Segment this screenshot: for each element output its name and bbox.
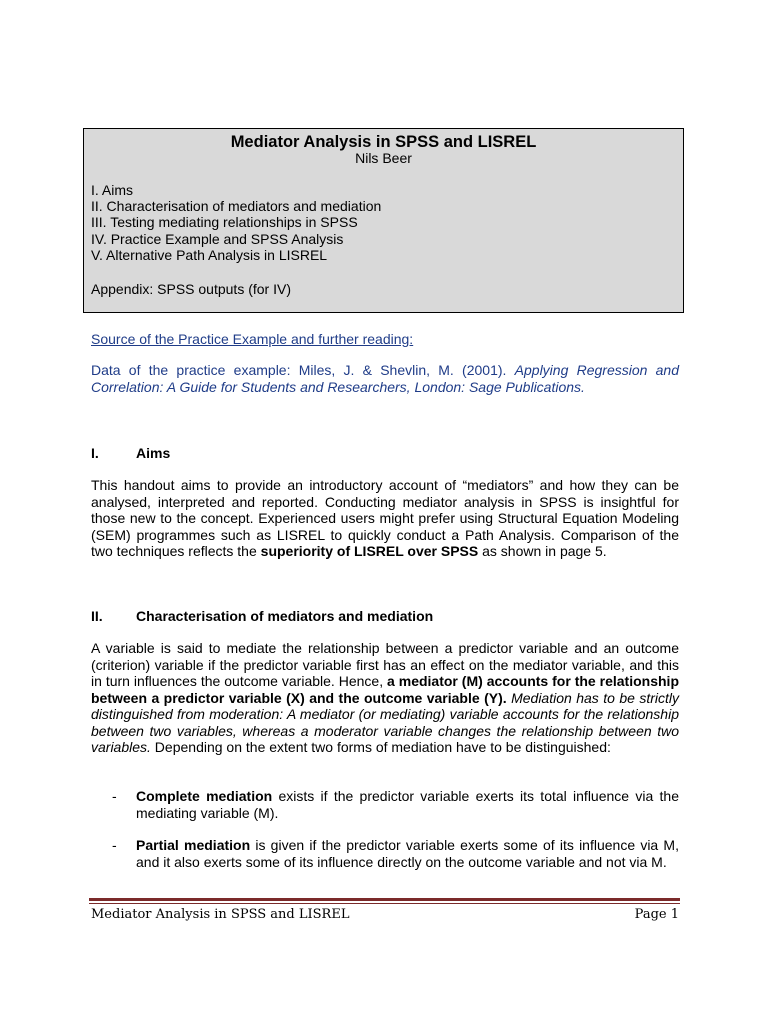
bullet-description: is given if the predictor variable exerts some of its influence via M, and it also exerts some of its influence directly on the outcome variable and not via M.	[136, 837, 679, 870]
section-title: Aims	[136, 445, 171, 461]
footer-divider	[89, 898, 680, 901]
section-heading-aims	[91, 445, 170, 462]
toc-item: I. Aims	[91, 182, 134, 198]
bullet-term: Partial mediation	[136, 837, 251, 853]
author-name: Nils Beer	[355, 150, 412, 166]
footer-title: Mediator Analysis in SPSS and LISREL	[91, 907, 350, 922]
toc-item: II. Characterisation of mediators and mediation	[91, 198, 382, 215]
source-heading: Source of the Practice Example and further reading:	[91, 331, 414, 347]
toc-item: V. Alternative Path Analysis in LISREL	[91, 246, 328, 263]
bullet-description: exists if the predictor variable exerts its total influence via the mediating variable (M).	[136, 788, 679, 821]
bullet-dash: -	[112, 837, 117, 853]
footer-divider-thin	[89, 903, 680, 904]
section-number: I.	[91, 445, 99, 461]
toc-item: IV. Practice Example and SPSS Analysis	[91, 230, 344, 247]
characterisation-paragraph	[91, 640, 679, 756]
paragraph-text: This handout aims to provide an introductory account of “mediators” and how they can be analysed, interpreted and reported. Conducting mediator analysis in SPSS is insightful for those new to the concept. Experienced users might prefer using Structural Equation Modeling (SEM) programmes such as LISREL to quickly conduct a Path Analysis. Comparison of the two techniques reflects the	[91, 477, 679, 559]
bullet-term: Complete mediation	[136, 788, 273, 804]
aims-paragraph	[91, 477, 679, 560]
citation-prefix: Data of the practice example: Miles, J. & Shevlin, M. (2001).	[91, 362, 515, 378]
paragraph-text: as shown in page 5.	[478, 543, 607, 559]
table-of-contents	[91, 182, 381, 263]
paragraph-text: Depending on the extent two forms of mediation have to be distinguished:	[150, 739, 611, 755]
section-heading-characterisation	[91, 608, 433, 625]
page-number: Page 1	[634, 907, 679, 922]
toc-item: III. Testing mediating relationships in SPSS	[91, 214, 358, 231]
bullet-dash: -	[112, 788, 117, 804]
appendix-note: Appendix: SPSS outputs (for IV)	[91, 281, 291, 297]
paragraph-text: A variable is said to mediate the relationship between a predictor variable and an outcome (criterion) variable if the predictor variable first has an effect on the mediator variable, and this in turn influences the outcome variable. Hence,	[91, 640, 679, 689]
bullet-text	[136, 837, 679, 870]
italic-text: Mediation has to be strictly distinguished from moderation: A mediator (or mediating) variable accounts for the relationship between two variables, whereas a moderator variable changes the relationship between two variables.	[91, 689, 679, 755]
bullet-text	[136, 788, 679, 821]
emphasis-text: a mediator (M) accounts for the relationship between a predictor variable (X) and the outcome variable (Y).	[91, 673, 679, 706]
emphasis-text: superiority of LISREL over SPSS	[260, 543, 479, 559]
document-title: Mediator Analysis in SPSS and LISREL	[230, 133, 537, 151]
section-number: II.	[91, 608, 103, 624]
title-box	[83, 128, 684, 313]
section-title: Characterisation of mediators and mediation	[136, 608, 434, 624]
citation-book-title: Applying Regression and Correlation: A Guide for Students and Researchers, London: Sage Publications.	[91, 362, 680, 395]
source-citation	[91, 362, 679, 396]
